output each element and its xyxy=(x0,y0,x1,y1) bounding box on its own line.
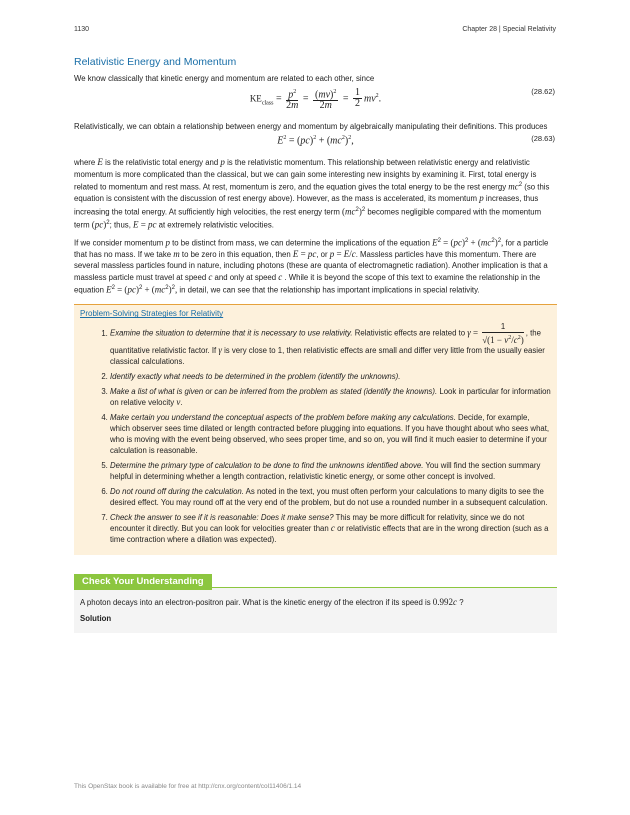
paragraph-energy-momentum: where E is the relativistic total energy and p is the relativistic momentum. This relationship between relativistic energy and relativistic momentum is more complicated than the classical, but we can gain some interesting new insights by examining it. First, total energy is related to momentum and rest mass. At rest, momentum is zero, and the equation gives the total energy to be the rest energy $mc^2$ (so this equation is consistent with the discussion of rest energy above). However, as the mass is accelerated, its momentum p increases, thus increasing the total energy. At sufficiently high velocities, the rest energy term $(mc^2)^2$ becomes negligible compared with the momentum term (pc)$^2$; thus, E = pc at extremely relativistic velocities. xyxy=(74,157,550,230)
equation-number: (28.62) xyxy=(531,86,555,96)
chapter-header: Chapter 28 | Special Relativity xyxy=(462,26,556,33)
problem-solving-box xyxy=(74,304,557,555)
list-item: 5. Determine the primary type of calculation to be done to find the unknowns identified above. You will find the section summary helpful in determining whether a length contraction, relativistic kinetic energy, or some other concept is involved. xyxy=(110,460,551,482)
footer: This OpenStax book is available for free at http://cnx.org/content/col11406/1.14 xyxy=(74,783,302,790)
strategies-title: Problem-Solving Strategies for Relativity xyxy=(80,309,224,319)
page-number: 1130 xyxy=(74,26,90,33)
paragraph-intro: We know classically that kinetic energy and momentum are related to each other, since xyxy=(74,74,375,83)
list-item: 6. Do not round off during the calculation. As noted in the text, you must often perform your calculations to many digits to see the desired effect. You may round off at the very end of the problem, but do not use a rounded number in a subsequent calculation. xyxy=(110,486,551,508)
list-item: 1. Examine the situation to determine that it is necessary to use relativity. Relativistic effects are related to γ = $\frac{1}{√(1 - v^2/c^2)}$ , the quantitative relativistic factor. If γ is very close to 1, then relativistic effects are small and differ very little from the usually easier classical calculations. xyxy=(110,322,551,367)
check-understanding-header xyxy=(74,571,557,588)
list-item: 4. Make certain you understand the conceptual aspects of the problem before making any calculations. Decide, for example, which observer sees time dilated or length contracted before plugging into equations. If you have thought about who sees what, who is moving with the event being observed, who sees proper time, and so on, you will find it much easier to determine if your calculation is reasonable. xyxy=(110,412,551,456)
paragraph-relativistic: Relativistically, we can obtain a relationship between energy and momentum by algebraically manipulating their definitions. This produces xyxy=(74,121,548,131)
list-item: 2. Identify exactly what needs to be determined in the problem (identify the unknowns). xyxy=(110,371,551,382)
list-item: 3. Make a list of what is given or can be inferred from the problem as stated (identify the knowns). Look in particular for information on relative velocity v. xyxy=(110,386,551,408)
question-text: A photon decays into an electron-positron pair. What is the kinetic energy of the electron if its speed is xyxy=(80,598,431,608)
page-content xyxy=(74,56,557,633)
strategies-list xyxy=(80,322,551,545)
paragraph-massless: If we consider momentum p to be distinct from mass, we can determine the implications of the equation $E^2 = (pc)^2 + (mc^2)^2$, for a particle that has no mass. If we take m to be zero in this equation, then E = pc, or p = E/c. Massless particles have this momentum. There are several massless particles found in nature, including photons (these are quanta of electromagnetic radiation). Another implication is that a massless particle must travel at speed c and only at speed c . While it is beyond the scope of this text to examine the relationship in the equation $E^2 = (pc)^2 + (mc^2)^2$, in detail, we can see that the relationship has important implications in special relativity. xyxy=(74,237,549,295)
check-understanding-body: A photon decays into an electron-positron pair. What is the kinetic energy of the electron if its speed is 0.992c ? Solution xyxy=(74,588,557,633)
equation-28-62: $KE_{class}$ = $\frac{p^2}{2m}$ = $\frac{(mv)^2}{2m}$ = $\frac{1}{2}$ $mv^2$. (28.62) xyxy=(249,86,555,111)
equation-number: (28.63) xyxy=(531,134,555,143)
section-title: Relativistic Energy and Momentum xyxy=(74,56,237,68)
speed-value: 0.992 xyxy=(432,597,454,608)
equation-28-63: $E^2 = (pc)^2 + (mc^2)^2$, (28.63) xyxy=(277,134,555,147)
check-understanding-title: Check Your Understanding xyxy=(74,574,212,590)
solution-label: Solution xyxy=(80,614,112,624)
check-understanding-box xyxy=(74,571,557,633)
list-item: 7. Check the answer to see if it is reasonable: Does it make sense? This may be more difficult for relativity, since we do not encounter it directly. But you can look for velocities greater than c or relativistic effects that are in the wrong direction (such as a time contraction where a dilation was expected). xyxy=(110,512,551,545)
